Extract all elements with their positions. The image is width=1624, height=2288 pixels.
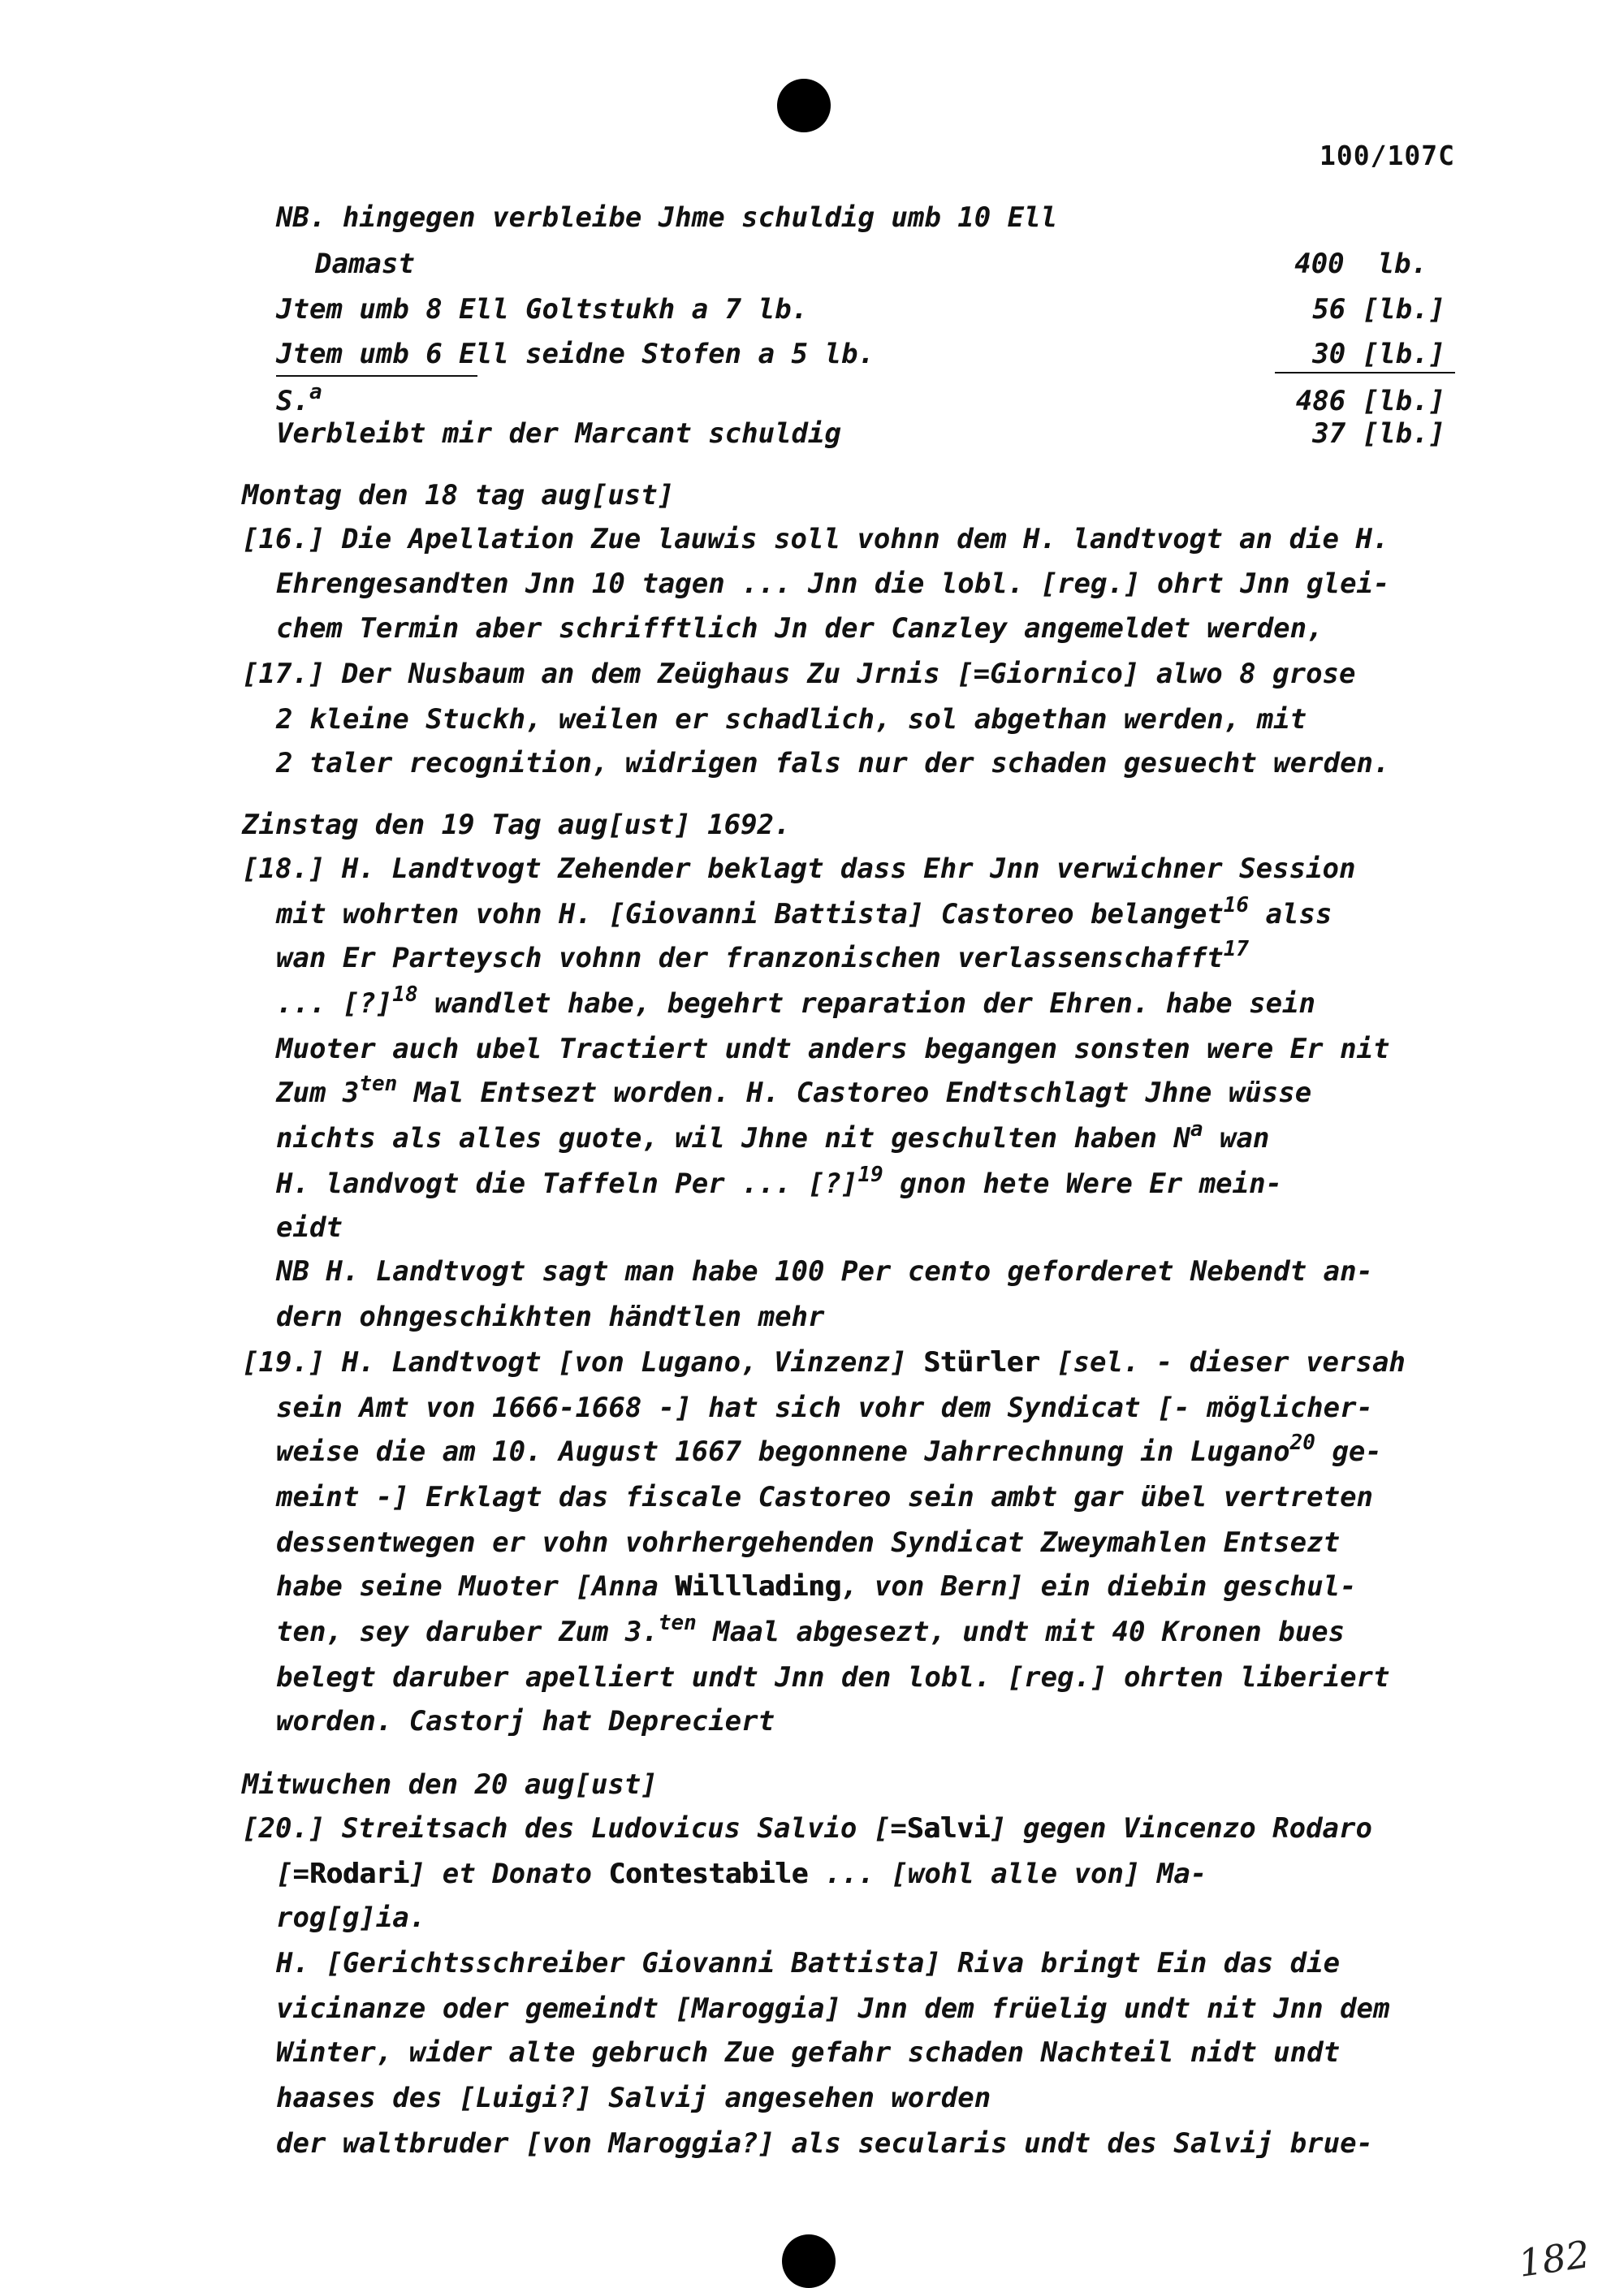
entry-19-line: [19.] H. Landtvogt [von Lugano, Vinzenz] Stürler [sel. - dieser versah: [242, 1346, 1406, 1379]
entry-17-line: [17.] Der Nusbaum an dem Zeüghaus Zu Jrnis [=Giornico] alwo 8 grose: [242, 658, 1356, 690]
entry-18-line: H. landvogt die Taffeln Per ... [?]$^{19}$ gnon hete Were Er mein-: [276, 1163, 1283, 1200]
entry-18-line: Zum $3^{ten}$ Mal Entsezt worden. H. Castoreo Endtschlagt Jhne wüsse: [276, 1072, 1312, 1109]
entry-19-line: worden. Castorj hat Depreciert: [276, 1705, 775, 1738]
folio-mark: 182: [1515, 2232, 1593, 2286]
account-amount: 56 [lb.]: [1312, 293, 1445, 326]
person-name: Rodari: [309, 1858, 409, 1890]
entry-19-line: ten, sey daruber Zum 3.$^{ten}$ Maal abgesezt, undt mit 40 Kronen bues: [276, 1611, 1345, 1648]
footnote-ref: 20: [1289, 1431, 1315, 1455]
entry-20-line: H. [Gerichtsschreiber Giovanni Battista] Riva bringt Ein das die: [276, 1947, 1341, 1979]
entry-18-line: nichts als alles guote, wil Jhne nit geschulten haben $N^a$ wan: [276, 1117, 1270, 1155]
date-heading: Mitwuchen den 20 aug[ust]: [242, 1768, 658, 1801]
entry-20-line: [20.] Streitsach des Ludovicus Salvio [=Salvi] gegen Vincenzo Rodaro: [242, 1812, 1372, 1845]
entry-20-line: haases des [Luigi?] Salvij angesehen worden: [276, 2082, 991, 2114]
account-line: NB. hingegen verbleibe Jhme schuldig umb 10 Ell: [276, 201, 1058, 234]
entry-20-line: vicinanze oder gemeindt [Maroggia] Jnn dem früelig undt nit Jnn dem: [276, 1992, 1390, 2025]
date-heading: Montag den 18 tag aug[ust]: [242, 479, 675, 512]
account-amount: 30 [lb.]: [1312, 338, 1445, 370]
entry-19-line: weise die am 10. August 1667 begonnene Jahrrechnung in Lugano$^{20}$ ge-: [276, 1431, 1382, 1468]
punch-hole-bottom: [782, 2234, 836, 2288]
entry-19-line: dessentwegen er vohn vohrhergehenden Syndicat Zweymahlen Entsezt: [276, 1526, 1341, 1559]
person-name: Salvi: [906, 1812, 991, 1845]
entry-18-line: ... [?]$^{18}$ wandlet habe, begehrt reparation der Ehren. habe sein: [276, 982, 1315, 1020]
footnote-ref: 19: [857, 1163, 883, 1187]
person-name: Contestabile: [608, 1858, 809, 1890]
account-line: Jtem umb 8 Ell Goltstukh a 7 lb.: [276, 293, 809, 326]
punch-hole-top: [777, 79, 831, 132]
entry-16-line: chem Termin aber schrifftlich Jn der Canzley angemeldet werden,: [276, 612, 1324, 645]
entry-20-line: Winter, wider alte gebruch Zue gefahr schaden Nachteil nidt undt: [276, 2036, 1341, 2069]
person-name: Willlading: [675, 1570, 841, 1603]
entry-18-line: [18.] H. Landtvogt Zehender beklagt dass Ehr Jnn verwichner Session: [242, 853, 1356, 885]
entry-19-line: meint -] Erklagt das fiscale Castoreo sein ambt gar übel vertreten: [276, 1481, 1374, 1513]
account-line: Verbleibt mir der Marcant schuldig: [276, 417, 841, 450]
entry-18-line: wan Er Parteysch vohnn der franzonischen verlassenschafft$^{17}$: [276, 937, 1250, 974]
entry-20-line: rog[g]ia.: [276, 1902, 426, 1934]
entry-18-line: Muoter auch ubel Tractiert undt anders begangen sonsten were Er nit: [276, 1033, 1390, 1065]
footnote-ref: 18: [392, 982, 418, 1007]
entry-19-line: sein Amt von 1666-1668 -] hat sich vohr dem Syndicat [- möglicher-: [276, 1392, 1374, 1424]
footnote-ref: 16: [1223, 893, 1250, 917]
account-sum-amount: 486 [lb.]: [1295, 385, 1445, 417]
account-amount: 400 lb.: [1294, 248, 1427, 280]
account-line: Damast: [315, 248, 415, 280]
document-reference: 100/107C: [1320, 140, 1455, 171]
entry-20-line: der waltbruder [von Maroggia?] als secularis undt des Salvij brue-: [276, 2127, 1374, 2160]
entry-17-line: 2 taler recognition, widrigen fals nur der schaden gesuecht werden.: [276, 747, 1390, 779]
account-line: Jtem umb 6 Ell seidne Stofen a 5 lb.: [276, 338, 875, 370]
date-heading: Zinstag den 19 Tag aug[ust] 1692.: [242, 809, 791, 841]
account-sum-label: S.$^a$: [276, 380, 322, 417]
person-name: Stürler: [923, 1346, 1040, 1379]
sum-rule: [1275, 372, 1455, 373]
underline-rule: [276, 375, 477, 377]
nota-bene-line: NB H. Landtvogt sagt man habe 100 Per cento geforderet Nebendt an-: [276, 1255, 1374, 1288]
entry-17-line: 2 kleine Stuckh, weilen er schadlich, sol abgethan werden, mit: [276, 703, 1307, 736]
entry-19-line: belegt daruber apelliert undt Jnn den lobl. [reg.] ohrten liberiert: [276, 1661, 1390, 1694]
entry-19-line: habe seine Muoter [Anna Willlading, von Bern] ein diebin geschul-: [276, 1570, 1357, 1603]
account-amount: 37 [lb.]: [1312, 417, 1445, 450]
entry-18-line: mit wohrten vohn H. [Giovanni Battista] Castoreo belanget$^{16}$ alss: [276, 893, 1332, 930]
entry-16-line: [16.] Die Apellation Zue lauwis soll vohnn dem H. landtvogt an die H.: [242, 523, 1389, 555]
nota-bene-line: dern ohngeschikhten händtlen mehr: [276, 1301, 825, 1333]
footnote-ref: 17: [1223, 937, 1250, 961]
entry-18-line: eidt: [276, 1211, 343, 1244]
entry-16-line: Ehrengesandten Jnn 10 tagen ... Jnn die lobl. [reg.] ohrt Jnn glei-: [276, 568, 1390, 600]
entry-20-line: [=Rodari] et Donato Contestabile ... [wohl alle von] Ma-: [276, 1858, 1207, 1890]
